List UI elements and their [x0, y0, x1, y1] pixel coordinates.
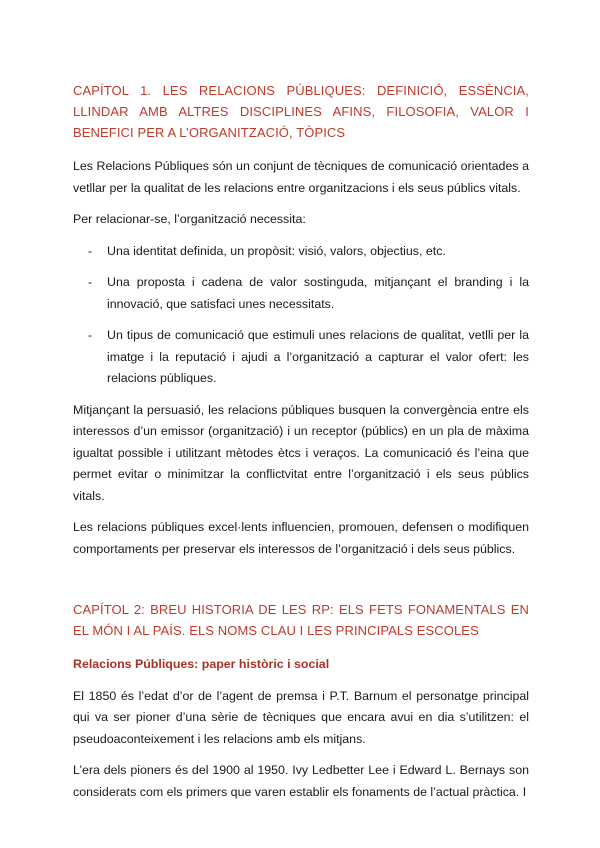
chapter-1-heading: CAPÍTOL 1. LES RELACIONS PÚBLIQUES: DEFINICIÓ, ESSÈNCIA, LLINDAR AMB ALTRES DISCIPLINES AFINS, FILOSOFIA, VALOR I BENEFICI PER A L’ORGANITZACIÓ, TÒPICS — [73, 83, 529, 140]
list-item-text: Una proposta i cadena de valor sostinguda, mitjançant el branding i la innovació, que satisfaci unes necessitats. — [107, 275, 529, 311]
list-dash-marker: - — [88, 275, 93, 289]
chapter-1-paragraph-2: Per relacionar-se, l’organització necessita: — [73, 212, 306, 226]
chapter-2-paragraph-1: El 1850 és l’edat d’or de l’agent de premsa i P.T. Barnum el personatge principal qui va ser pioner d’una sèrie de tècniques que encara avui en dia s’utilitzen: el pseudoaconteixement i les relacions amb els mitjans. — [73, 688, 529, 746]
chapter-2-heading: CAPÍTOL 2: BREU HISTORIA DE LES RP: ELS FETS FONAMENTALS EN EL MÓN I AL PAÍS. ELS NOMS CLAU I LES PRINCIPALS ESCOLES — [73, 602, 529, 638]
chapter-1-paragraph-4: Les relacions públiques excel·lents influencien, promouen, defensen o modifiquen comportaments per preservar els interessos de l’organització i dels seus públics. — [73, 520, 529, 556]
page-content — [73, 80, 529, 803]
list-dash-marker: - — [88, 328, 93, 342]
chapter-2-paragraph-2: L’era dels pioners és del 1900 al 1950. Ivy Ledbetter Lee i Edward L. Bernays son considerats com els primers que varen establir els fonaments de l’actual pràctica. I — [73, 763, 529, 799]
chapter-1-paragraph-3: Mitjançant la persuasió, les relacions públiques busquen la convergència entre els interessos d’un emissor (organització) i un receptor (públics) en un pla de màxima igualtat possible i utilitzant mètodes ètcs i veraços. La comunicació és l’eina que permet evitar o minimitzar la conflictvitat entre l’organització i els seus públics vitals. — [73, 402, 529, 503]
needs-list — [73, 241, 529, 390]
list-item — [73, 325, 529, 390]
chapter-1-paragraph-1: Les Relacions Públiques són un conjunt de tècniques de comunicació orientades a vetllar per la qualitat de les relacions entre organitzacions i els seus públics vitals. — [73, 159, 529, 195]
list-item — [73, 272, 529, 315]
list-item-text: Una identitat definida, un propòsit: visió, valors, objectius, etc. — [107, 243, 446, 258]
list-item — [73, 241, 529, 263]
chapter-2-subheading: Relacions Públiques: paper històric i social — [73, 657, 330, 671]
list-dash-marker: - — [88, 243, 93, 258]
list-item-text: Un tipus de comunicació que estimuli unes relacions de qualitat, vetlli per la imatge i la reputació i ajudi a l’organització a capturar el valor ofert: les relacions públiques. — [107, 328, 529, 385]
